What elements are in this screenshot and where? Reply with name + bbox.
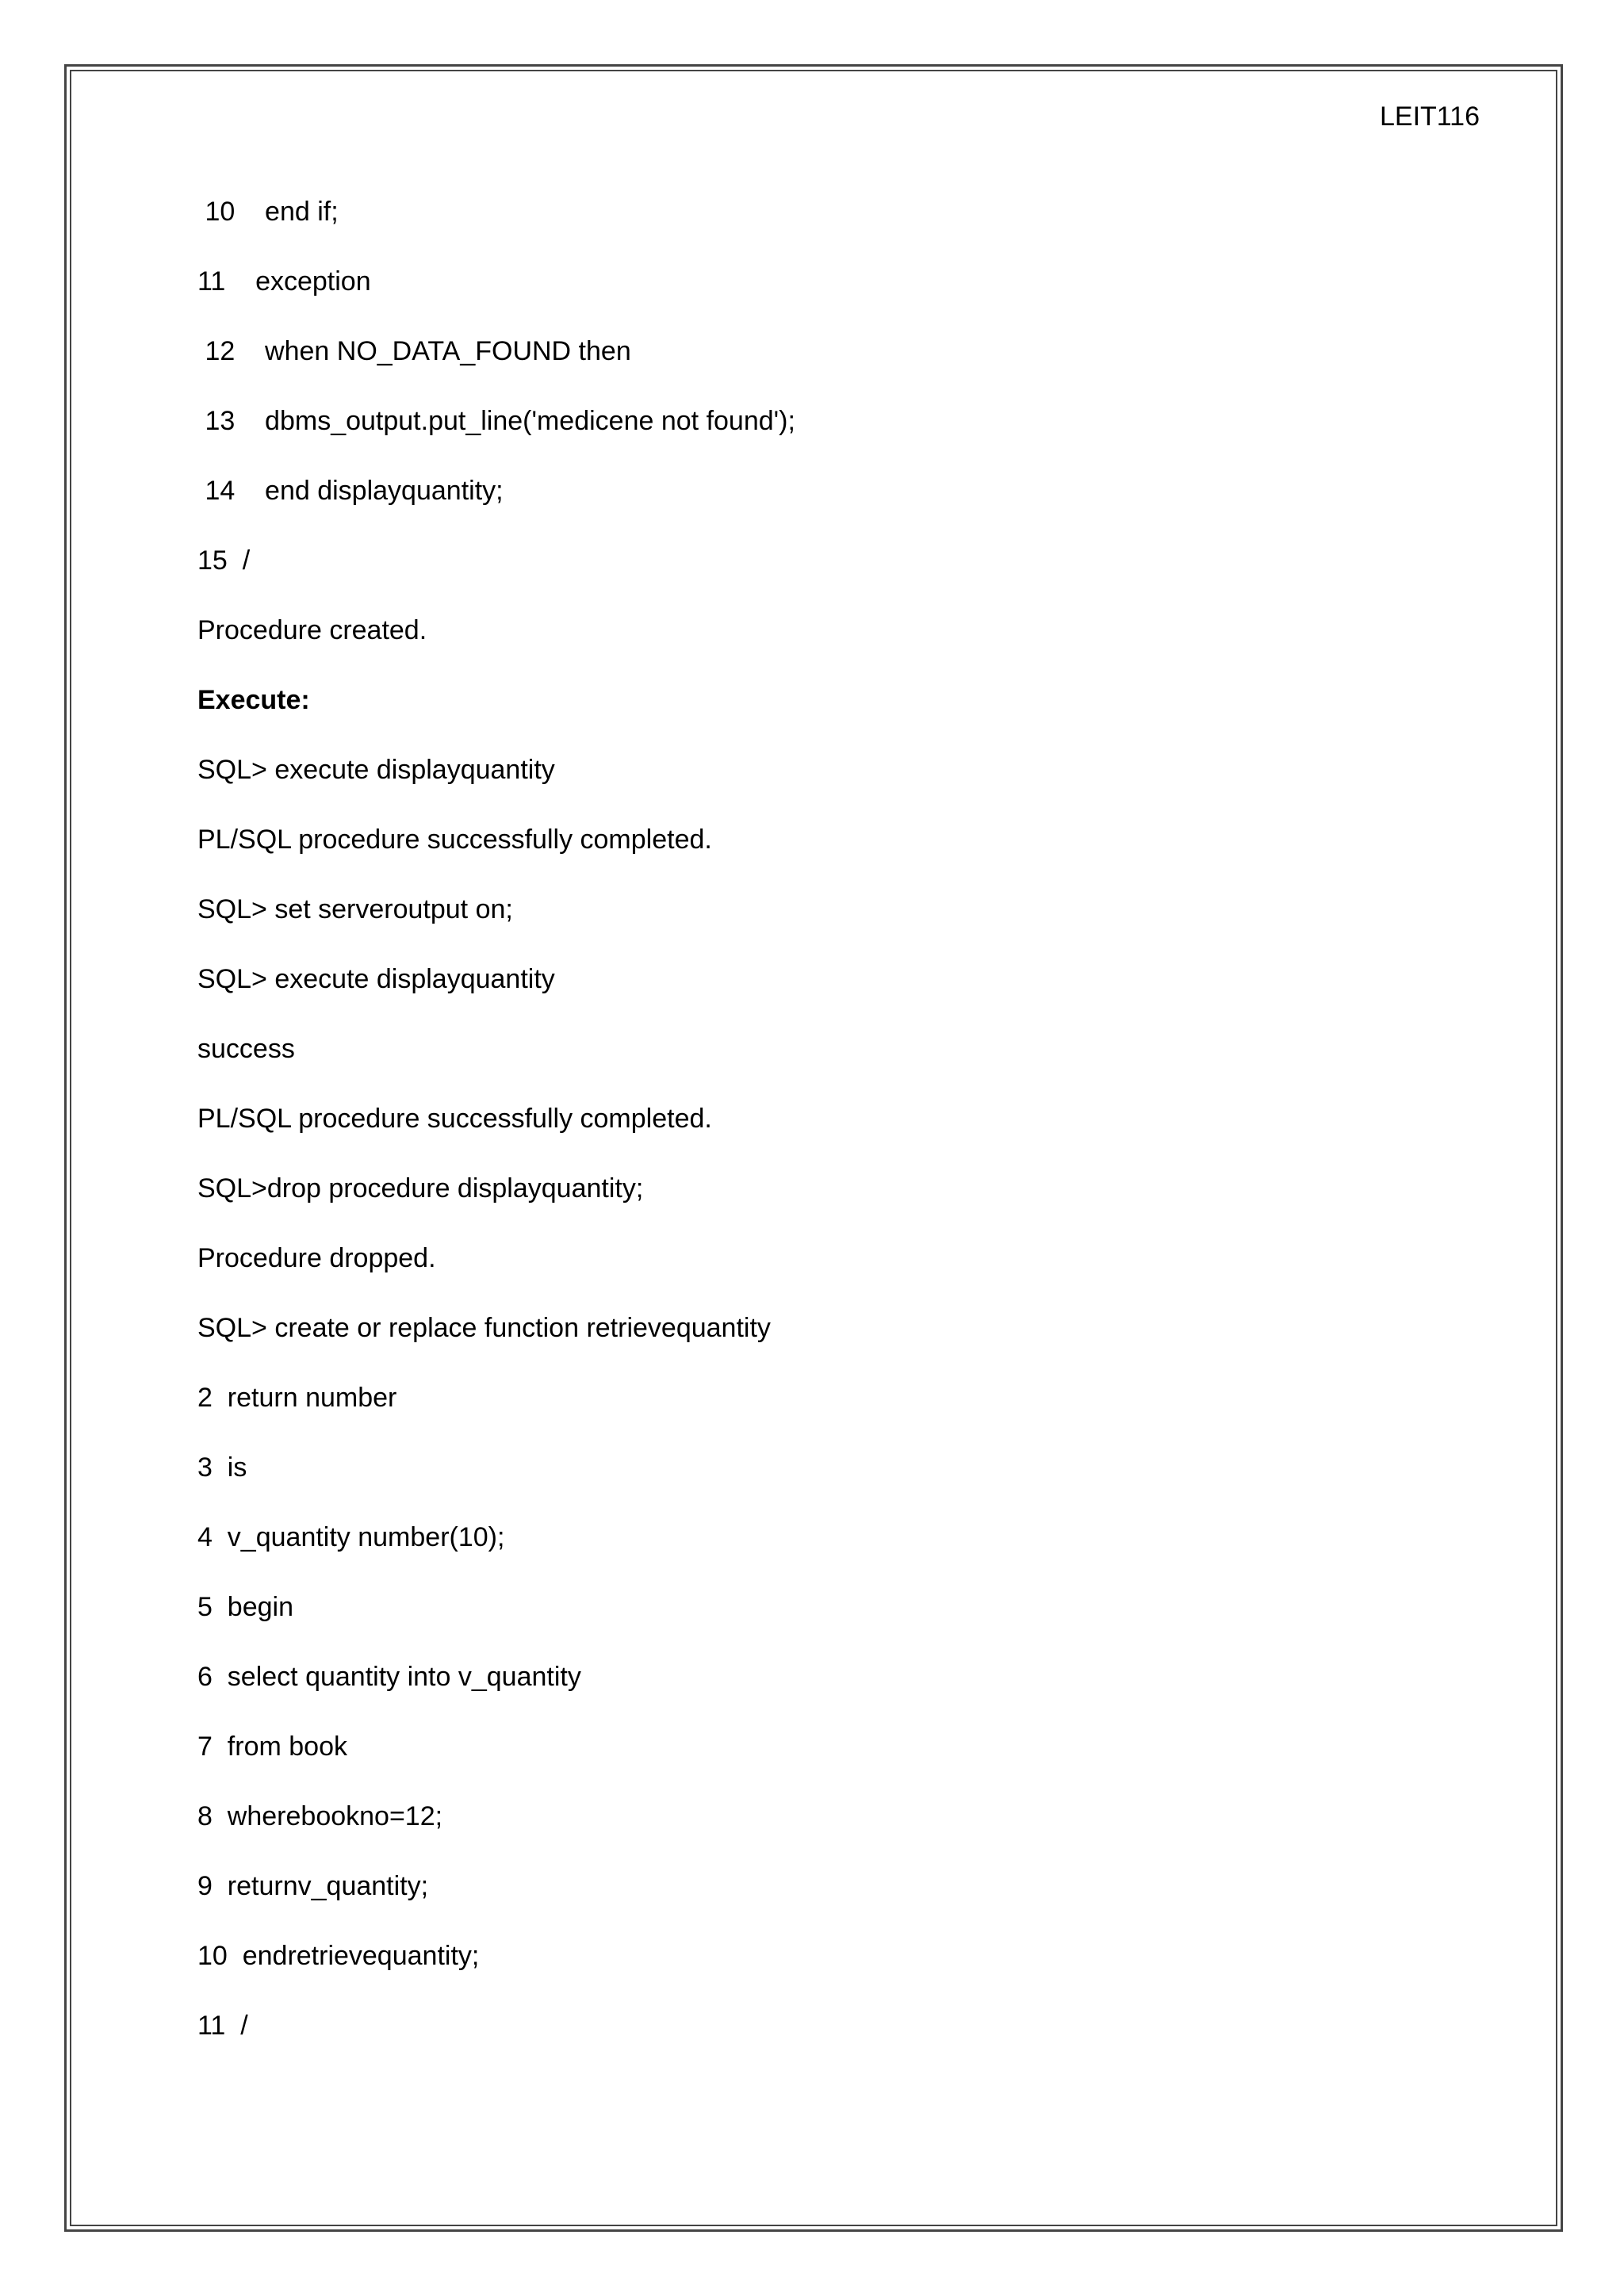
code-line: 7 from book (197, 1732, 347, 1762)
code-line: 10 endretrievequantity; (197, 1941, 480, 1971)
output-line: Procedure dropped. (197, 1243, 436, 1273)
output-line: PL/SQL procedure successfully completed. (197, 825, 712, 855)
output-line: success (197, 1034, 295, 1064)
sql-command-line: SQL> execute displayquantity (197, 755, 555, 785)
code-line: 15 / (197, 545, 251, 576)
code-line: 2 return number (197, 1383, 397, 1413)
sql-command-line: SQL> create or replace function retrievequantity (197, 1313, 771, 1343)
output-line: PL/SQL procedure successfully completed. (197, 1104, 712, 1134)
section-heading: Execute: (197, 685, 310, 715)
document-code: LEIT116 (1379, 101, 1480, 132)
code-line: 3 is (197, 1452, 247, 1483)
sql-command-line: SQL> set serveroutput on; (197, 894, 513, 924)
code-line: 11 exception (197, 266, 371, 297)
code-line: 14 end displayquantity; (197, 476, 504, 506)
code-line: 13 dbms_output.put_line('medicene not found'); (197, 406, 795, 436)
code-line: 8 wherebookno=12; (197, 1801, 443, 1831)
code-line: 4 v_quantity number(10); (197, 1522, 505, 1552)
sql-command-line: SQL> execute displayquantity (197, 964, 555, 994)
code-line: 10 end if; (197, 197, 339, 227)
sql-command-line: SQL>drop procedure displayquantity; (197, 1173, 644, 1203)
code-line: 9 returnv_quantity; (197, 1871, 429, 1901)
code-line: 12 when NO_DATA_FOUND then (197, 336, 631, 366)
code-line: 6 select quantity into v_quantity (197, 1662, 581, 1692)
output-line: Procedure created. (197, 615, 427, 645)
document-body (197, 195, 1466, 2079)
code-line: 5 begin (197, 1592, 293, 1622)
code-line: 11 / (197, 2011, 248, 2041)
